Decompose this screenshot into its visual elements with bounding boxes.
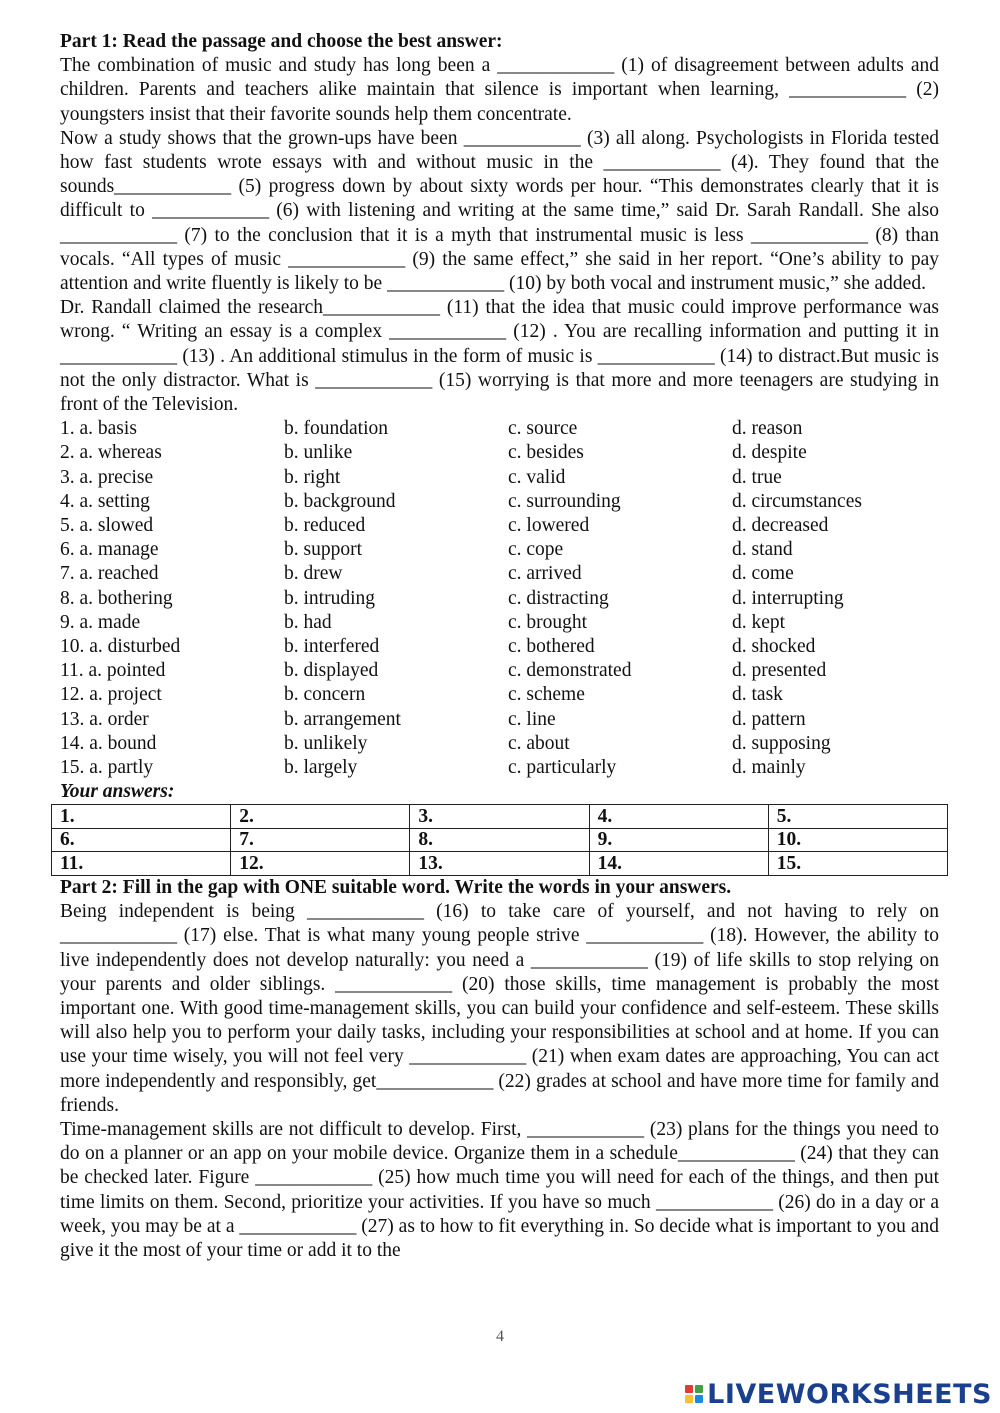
option-c: c. cope [508,539,564,561]
option-d: d. kept [732,611,786,633]
option-d: d. mainly [732,756,806,778]
answer-cell[interactable]: 6. [52,828,231,852]
answer-cell[interactable]: 1. [52,805,231,829]
option-row [60,466,939,490]
option-b: b. unlikely [284,732,368,754]
answers-row [52,852,948,876]
option-b: b. right [284,466,341,488]
answer-cell[interactable]: 3. [410,805,589,829]
option-row [60,538,939,562]
worksheet-page [60,30,939,1263]
option-b: b. interfered [284,635,380,657]
option-c: c. about [508,732,570,754]
option-a: 13. a. order [60,708,149,730]
option-b: b. support [284,539,362,561]
option-d: d. come [732,563,794,585]
option-b: b. concern [284,684,366,706]
option-d: d. interrupting [732,587,844,609]
option-d: d. shocked [732,635,816,657]
answer-cell[interactable]: 9. [589,828,768,852]
option-a: 12. a. project [60,684,162,706]
page-number: 4 [496,1328,504,1345]
option-row [60,708,939,732]
option-row [60,587,939,611]
answers-row [52,805,948,829]
option-d: d. circumstances [732,490,862,512]
logo-square [695,1385,703,1393]
answer-cell[interactable]: 2. [231,805,410,829]
option-b: b. unlike [284,442,353,464]
option-d: d. stand [732,539,793,561]
answer-cell[interactable]: 11. [52,852,231,876]
option-c: c. distracting [508,587,609,609]
answer-cell[interactable]: 12. [231,852,410,876]
answers-row [52,828,948,852]
option-b: b. intruding [284,587,375,609]
option-c: c. lowered [508,515,590,536]
option-b: b. background [284,490,396,512]
option-d: d. decreased [732,515,829,536]
option-c: c. arrived [508,563,582,585]
option-a: 3. a. precise [60,466,154,488]
option-d: d. despite [732,442,807,464]
answer-cell[interactable]: 15. [768,852,947,876]
option-row [60,732,939,756]
option-c: c. line [508,708,556,730]
option-a: 7. a. reached [60,563,159,585]
option-c: c. surrounding [508,490,621,512]
option-d: d. task [732,684,783,706]
option-row [60,635,939,659]
option-a: 10. a. disturbed [60,635,181,657]
brand-name: LIVEWORKSHEETS [707,1378,992,1410]
option-a: 5. a. slowed [60,515,154,536]
option-c: c. scheme [508,684,585,706]
part1-paragraph: The combination of music and study has long been a ____________ (1) of disagreement between adults and children. Parents and teachers alike maintain that silence is important when learning, ____________ (2) youngsters insist that their favorite sounds help them concentrate. [60,55,939,125]
option-b: b. displayed [284,660,379,682]
option-c: c. source [508,418,578,440]
part2-paragraph: Being independent is being ____________ (16) to take care of yourself, and not having to rely on ____________ (17) else. That is what many young people strive ____________ (18). However, the ability to live independently does not develop naturally: you need a ____________ (19) of life skills to stop relying on your parents and older siblings. ____________ (20) those skills, time management is probably the most important one. With good time-management skills, you can build your confidence and self-esteem. These skills will also help you to perform your daily tasks, including your responsibilities at school and at home. If you can use your time wisely, you will not feel very ____________ (21) when exam dates are approaching, You can act more independently and responsibly, get____________ (22) grades at school and have more time for family and friends. [60,901,939,1116]
liveworksheets-logo[interactable] [685,1380,992,1408]
option-b: b. drew [284,563,343,585]
option-d: d. pattern [732,708,806,730]
option-c: c. demonstrated [508,660,632,682]
option-row [60,490,939,514]
answer-cell[interactable]: 7. [231,828,410,852]
answer-cell[interactable]: 13. [410,852,589,876]
option-row [60,562,939,586]
option-a: 2. a. whereas [60,442,162,464]
option-row [60,441,939,465]
option-b: b. foundation [284,418,388,440]
answer-cell[interactable]: 5. [768,805,947,829]
answers-label: Your answers: [60,781,175,803]
option-c: c. besides [508,442,584,464]
part1-heading: Part 1: Read the passage and choose the best answer: [60,31,503,52]
answer-cell[interactable]: 10. [768,828,947,852]
option-b: b. had [284,611,332,633]
option-d: d. reason [732,418,803,440]
option-a: 15. a. partly [60,756,154,778]
answer-cell[interactable]: 8. [410,828,589,852]
answer-cell[interactable]: 4. [589,805,768,829]
option-a: 4. a. setting [60,490,150,512]
option-b: b. largely [284,756,358,778]
option-d: d. true [732,466,782,488]
option-a: 9. a. made [60,611,141,633]
option-row [60,417,939,441]
logo-mark-icon [685,1385,703,1403]
option-row [60,756,939,780]
option-a: 14. a. bound [60,732,157,754]
option-row [60,659,939,683]
part2-heading: Part 2: Fill in the gap with ONE suitable word. Write the words in your answers. [60,877,732,899]
option-row [60,611,939,635]
part2-paragraph: Time-management skills are not difficult to develop. First, ____________ (23) plans for the things you need to do on a planner or an app on your mobile device. Organize them in a schedule____________ (24) that they can be checked later. Figure ____________ (25) how much time you will need for each of the things, and then put time limits on them. Second, prioritize your activities. If you have so much ____________ (26) do in a day or a week, you may be at a ____________ (27) as to how to fit everything in. So decide what is important to you and give it the most of your time or add it to the [60,1119,939,1262]
option-a: 1. a. basis [60,418,137,440]
part1-paragraph: Now a study shows that the grown-ups have been ____________ (3) all along. Psychologists in Florida tested how fast students wrote essays with and without music in the ____________ (4). They found that the sounds____________ (5) progress down by about sixty words per hour. “This demonstrates clearly that it is difficult to ____________ (6) with listening and writing at the same time,” said Dr. Sarah Randall. She also ____________ (7) to the conclusion that it is a myth that instrumental music is less ____________ (8) than vocals. “All types of music ____________ (9) the same effect,” she said in her report. “One’s ability to pay attention and write fluently is likely to be ____________ (10) by both vocal and instrument music,” she added. [60,127,939,295]
logo-square [685,1395,693,1403]
option-c: c. brought [508,611,588,633]
logo-square [685,1385,693,1393]
option-c: c. bothered [508,635,595,657]
option-c: c. particularly [508,756,617,778]
logo-square [695,1395,703,1403]
option-row [60,514,939,538]
option-c: c. valid [508,466,566,488]
option-d: d. presented [732,660,827,682]
option-b: b. arrangement [284,708,401,730]
answers-table [51,804,948,876]
option-b: b. reduced [284,515,366,536]
option-a: 6. a. manage [60,539,159,561]
option-a: 11. a. pointed [60,660,166,682]
option-d: d. supposing [732,732,831,754]
option-a: 8. a. bothering [60,587,173,609]
option-row [60,683,939,707]
answer-options [60,417,939,780]
part1-paragraph: Dr. Randall claimed the research____________ (11) that the idea that music could improve performance was wrong. “ Writing an essay is a complex ____________ (12) . You are recalling information and putting it in ____________ (13) . An additional stimulus in the form of music is ____________ (14) to distract.But music is not the only distractor. What is ____________ (15) worrying is that more and more teenagers are studying in front of the Television. [60,297,939,416]
answer-cell[interactable]: 14. [589,852,768,876]
